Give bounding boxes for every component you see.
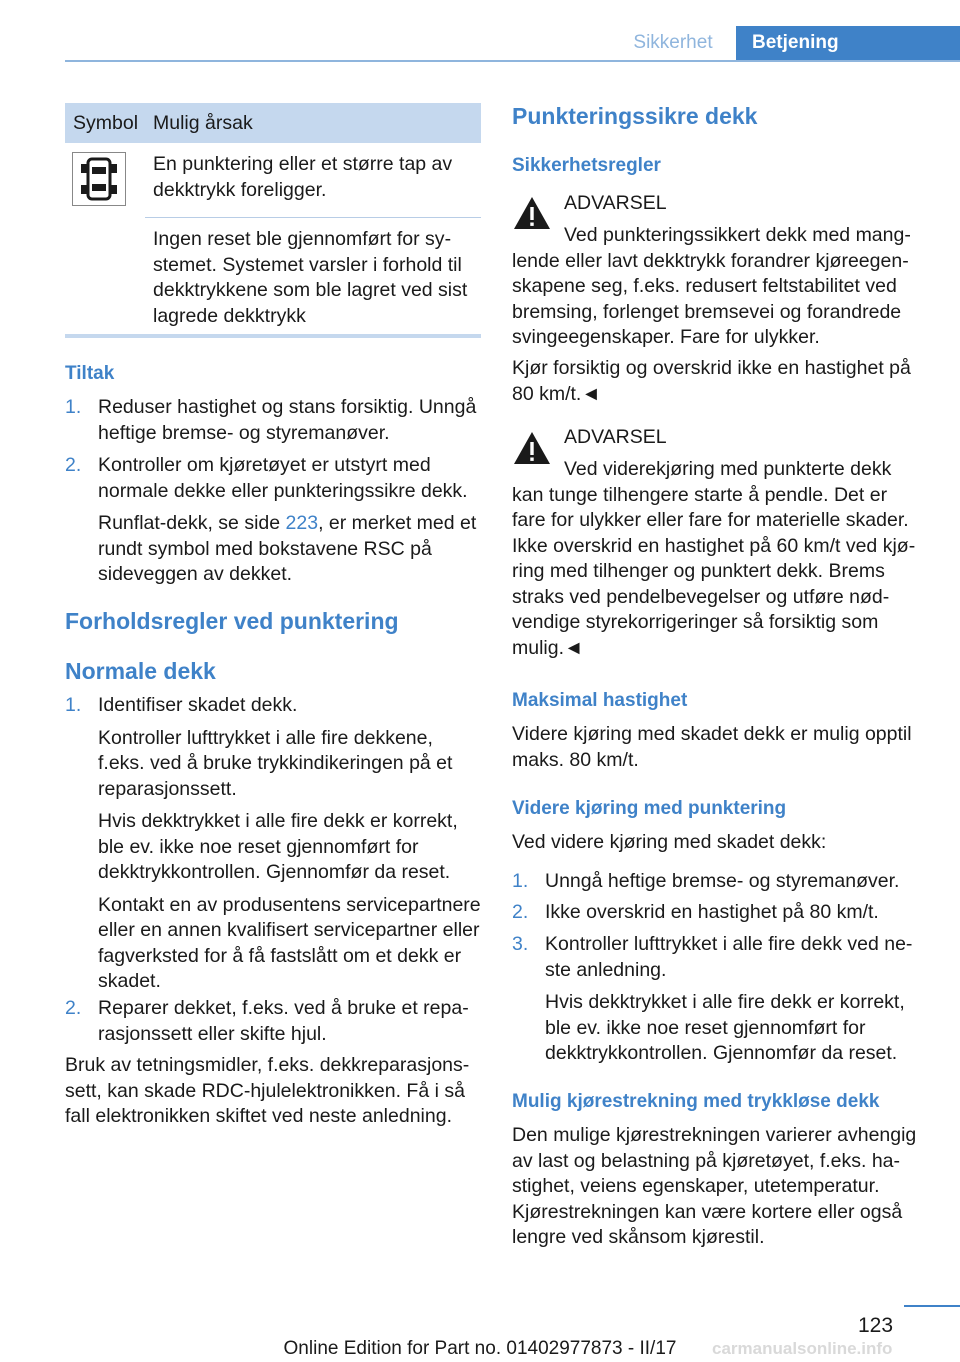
warning-title: ADVARSEL — [564, 192, 667, 214]
list-text: Identifiser skadet dekk. — [98, 694, 298, 716]
safety-rules-heading: Sikkerhetsregler — [512, 155, 661, 176]
list-text: Unngå heftige bremse- og styremanøver. — [545, 870, 900, 892]
distance-text: Den mulige kjørestrekningen varierer avhengig av last og belastning på kjøretøyet, f.eks. hastighet, veiens egenskaper, utetemperatur. Kjørestrekningen kan være kortere eller også lengre ved skånsom kjørestil. — [512, 1124, 917, 1248]
list-item — [512, 869, 926, 895]
continue-heading: Videre kjøring med punktering — [512, 798, 787, 819]
list-number: 3. — [512, 933, 529, 955]
table-bottom-rule — [65, 334, 481, 338]
page-link-223[interactable]: 223 — [285, 512, 319, 534]
list-item — [512, 932, 926, 1067]
table-cell-text: En punktering eller et større tap av dekktrykk foreligger. — [153, 153, 453, 201]
table-header-cause: Mulig årsak — [153, 112, 253, 134]
list-number: 1. — [65, 396, 82, 418]
list-text: Kontakt en av produsentens servicepartnere eller en annen kvalifisert servicepartner eller fagverksted for å få fastslått om et dekk er skadet. — [98, 893, 481, 992]
runflat-reference: Runflat-dekk, se side 223, er merket med et rundt symbol med bokstavene RSC på sideveggen av dekket. — [98, 512, 477, 585]
list-item — [65, 996, 481, 1047]
list-text: Kontroller lufttrykket i alle fire dekk ved neste anledning. — [545, 933, 913, 981]
table-row-divider — [145, 217, 481, 218]
list-text: Ikke overskrid en hastighet på 80 km/t. — [545, 901, 879, 923]
watermark: carmanualsonline.info — [712, 1339, 893, 1358]
list-number: 1. — [65, 694, 82, 716]
list-text: Hvis dekktrykket i alle fire dekk er korrekt, ble ev. ikke noe reset gjennomført for dekktrykkontrollen. Gjennomfør da reset. — [98, 810, 458, 883]
warning-title: ADVARSEL — [564, 426, 667, 448]
warning-followup: Kjør forsiktig og overskrid ikke en hastighet på 80 km/t.◄ — [512, 357, 911, 405]
list-text: Reduser hastighet og stans forsiktig. Unngå heftige bremse- og styremanøver. — [98, 396, 477, 444]
normal-tires-heading: Normale dekk — [65, 658, 216, 684]
edition-footer: Online Edition for Part no. 01402977873 - II/17 — [283, 1338, 677, 1359]
header-divider — [65, 60, 960, 62]
continue-intro: Ved videre kjøring med skadet dekk: — [512, 831, 827, 853]
list-text: Hvis dekktrykket i alle fire dekk er korrekt, ble ev. ikke noe reset gjennomført for dekktrykkontrollen. Gjennomfør da reset. — [545, 991, 905, 1064]
table-header-symbol: Symbol — [73, 112, 139, 134]
list-number: 2. — [65, 454, 82, 476]
footer-rule — [904, 1305, 960, 1307]
tab-safety[interactable]: Sikkerhet — [633, 32, 713, 53]
distance-heading: Mulig kjørestrekning med trykkløse dekk — [512, 1091, 880, 1112]
tiltak-heading: Tiltak — [65, 363, 115, 384]
table-row-cause-2 — [153, 227, 479, 329]
list-number: 2. — [512, 901, 529, 923]
tire-pressure-car-icon — [72, 152, 126, 206]
table-row-cause-1 — [153, 152, 479, 203]
max-speed-heading: Maksimal hastighet — [512, 690, 688, 711]
list-item — [65, 395, 481, 446]
list-text: Reparer dekket, f.eks. ved å bruke et reparasjonssett eller skifte hjul. — [98, 997, 469, 1045]
list-text: Kontroller om kjøretøyet er utstyrt med normale dekke eller punkteringssikre dekk. — [98, 454, 468, 502]
runflat-heading: Punkteringssikre dekk — [512, 103, 758, 129]
list-number: 1. — [512, 870, 529, 892]
precautions-heading: Forholdsregler ved punktering — [65, 608, 399, 634]
warning-text: Ved punkteringssikkert dekk med manglende eller lavt dekktrykk forandrer kjøreegenskapene seg, f.eks. redusert feltstabilitet ved bremsing, forlenget bremsevei og forandrede svingeegenskaper. Fare for ulykker. — [512, 224, 911, 348]
tab-operation[interactable]: Betjening — [736, 26, 960, 62]
table-cell-text: Ingen reset ble gjennomført for systemet. Systemet varsler i forhold til dekktrykkene som ble lagret ved sist lagrede dekktrykk — [153, 228, 468, 327]
max-speed-text: Videre kjøring med skadet dekk er mulig opptil maks. 80 km/t. — [512, 723, 912, 771]
sealant-note: Bruk av tetningsmidler, f.eks. dekkreparasjonssett, kan skade RDC-hjulelektronikken. Få i så fall elektronikken skiftet ved neste anledning. — [65, 1054, 470, 1127]
list-item — [65, 693, 481, 995]
list-text: Kontroller lufttrykket i alle fire dekkene, f.eks. ved å bruke trykkindikeringen på et reparasjonssett. — [98, 726, 453, 800]
warning-text: Ved viderekjøring med punkterte dekk kan tunge tilhengere starte å pendle. Det er fare for ulykker eller fare for materielle skader. Ikke overskrid en hastighet på 60 km/t ved kjøring med tilhenger og punktert dekk. Brems straks ved pendelbevegelser og utføre nødvendige styrekorrigeringer så forsiktig som mulig.◄ — [512, 458, 916, 659]
list-item — [512, 900, 926, 926]
list-number: 2. — [65, 997, 82, 1019]
table-header — [65, 103, 481, 143]
page-number: 123 — [858, 1314, 894, 1337]
list-item — [65, 453, 481, 588]
